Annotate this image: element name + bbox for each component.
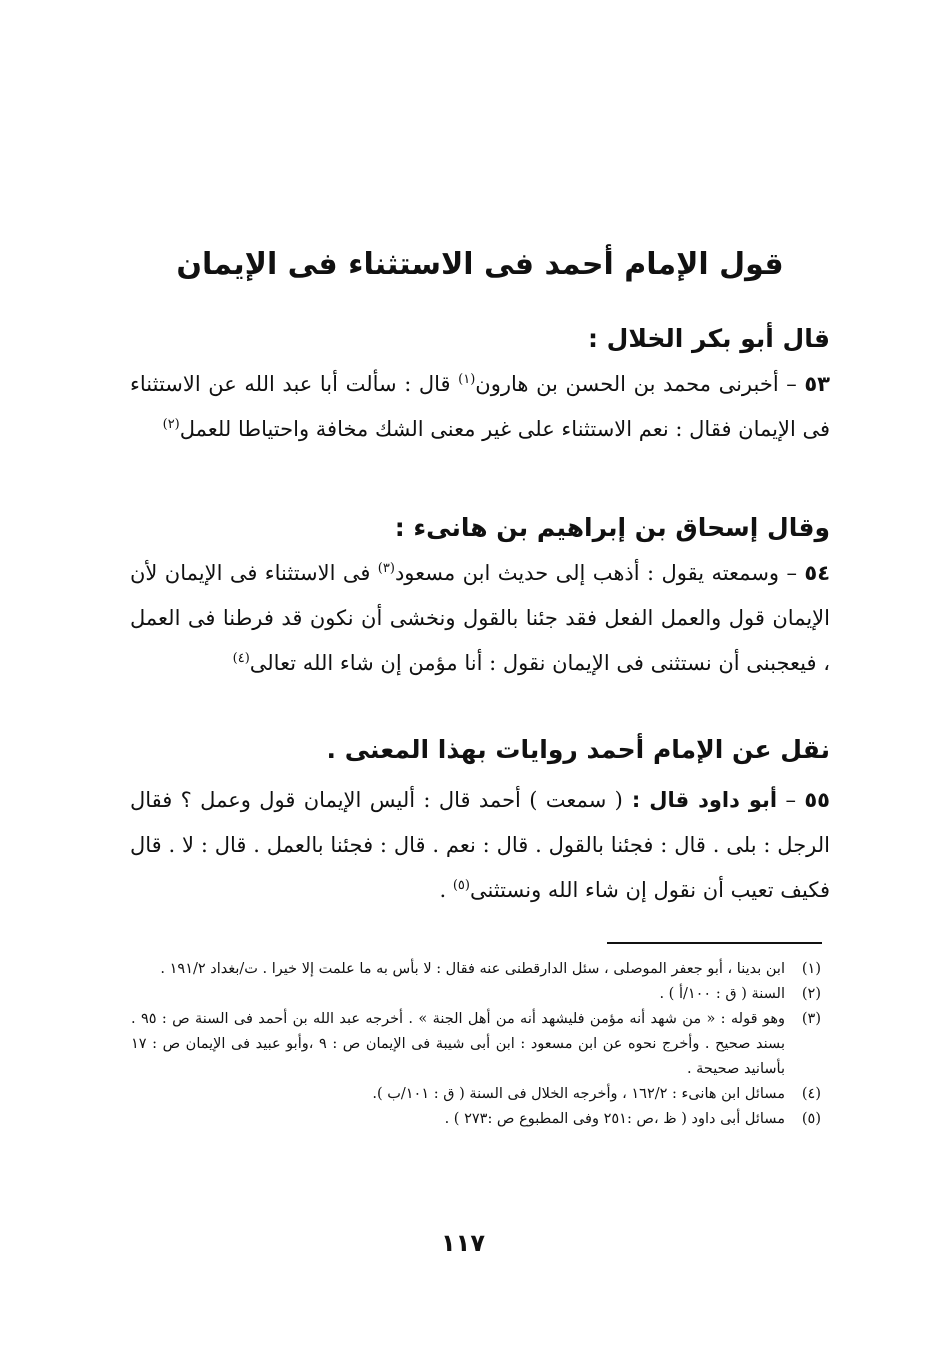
paragraph-number: ٥٥ bbox=[804, 788, 830, 812]
narrator-lead: أبو داود قال : bbox=[622, 788, 778, 812]
footnote-text: السنة ( ق : ١٠٠/أ ) . bbox=[659, 986, 785, 1002]
footnote-label: (٤) bbox=[801, 1086, 821, 1102]
footnote-ref[interactable]: (٥) bbox=[452, 878, 470, 893]
footnote-label: (٢) bbox=[801, 986, 821, 1002]
paragraph-number: ٥٤ bbox=[804, 561, 831, 585]
section-heading-ishaq: وقال إسحاق بن إبراهيم بن هانىء : bbox=[394, 513, 830, 542]
footnote-label: (٣) bbox=[801, 1011, 821, 1027]
footnote-divider bbox=[607, 942, 822, 944]
section-heading-khallal: قال أبو بكر الخلال : bbox=[587, 324, 830, 353]
paragraph-text: فى الاستثناء فى الإيمان لأن الإيمان قول والعمل الفعل فقد جئنا بالقول ونخشى أن نكون قد فرطنا فى العمل ، فيعجبنى أن نستثنى فى الإيمان نقول : أنا مؤمن إن شاء الله تعالى bbox=[130, 561, 830, 675]
paragraph-54 bbox=[130, 551, 830, 686]
footnote-item bbox=[131, 957, 821, 982]
footnote-ref[interactable]: (١) bbox=[458, 372, 476, 387]
dash: – bbox=[778, 372, 805, 396]
page-number: ١١٧ bbox=[441, 1229, 485, 1257]
footnote-text: ابن بدينا ، أبو جعفر الموصلى ، سئل الدارقطنى عنه فقال : لا بأس به ما علمت إلا خيرا . ت/بغداد ١٩١/٢ . bbox=[160, 961, 785, 977]
section-heading-riwayat: نقل عن الإمام أحمد روايات بهذا المعنى . bbox=[326, 735, 830, 764]
footnote-ref[interactable]: (٤) bbox=[232, 651, 250, 666]
paragraph-number: ٥٣ bbox=[804, 372, 830, 396]
footnote-item bbox=[131, 982, 821, 1007]
paragraph-53 bbox=[130, 362, 830, 452]
dash: – bbox=[779, 561, 805, 585]
footnote-item bbox=[131, 1082, 821, 1107]
paragraph-text: وسمعته يقول : أذهب إلى حديث ابن مسعود bbox=[394, 561, 780, 585]
footnote-ref[interactable]: (٢) bbox=[162, 417, 180, 432]
paragraph-text: ( سمعت ) أحمد قال : أليس الإيمان قول وعمل ؟ فقال الرجل : بلى . قال : فجئنا بالقول . قال : نعم . قال : فجئنا بالعمل . قال : لا . قال فكيف تعيب أن نقول إن شاء الله ونستثنى bbox=[130, 788, 830, 902]
paragraph-text: أخبرنى محمد بن الحسن بن هارون bbox=[475, 372, 779, 396]
footnote-text: مسائل أبى داود ( ظ ،ص :٢٥١ وفى المطبوع ص :٢٧٣ ) . bbox=[444, 1111, 785, 1127]
footnotes bbox=[131, 957, 821, 1132]
footnote-item bbox=[131, 1107, 821, 1132]
chapter-title: قول الإمام أحمد فى الاستثناء فى الإيمان bbox=[176, 247, 784, 282]
footnote-label: (٥) bbox=[801, 1111, 821, 1127]
paragraph-text: قال : سألت أبا عبد الله عن الاستثناء فى الإيمان فقال : نعم الاستثناء على غير معنى الشك مخافة واحتياطا للعمل bbox=[130, 372, 830, 441]
footnote-item bbox=[131, 1007, 821, 1082]
footnote-ref[interactable]: (٣) bbox=[377, 561, 395, 576]
footnote-text: وهو قوله : « من شهد أنه مؤمن فليشهد أنه من أهل الجنة » . أخرجه عبد الله بن أحمد فى السنة ص : ٩٥ . بسند صحيح . وأخرج نحوه عن ابن مسعود : ابن أبى شيبة فى الإيمان ص : ٩ ،وأبو عبيد فى الإيمان ص : ١٧ بأسانيد صحيحة . bbox=[131, 1011, 786, 1077]
footnote-text: مسائل ابن هانىء : ١٦٢/٢ ، وأخرجه الخلال فى السنة ( ق : ١٠١/ب ). bbox=[372, 1086, 785, 1102]
dash: – bbox=[777, 788, 805, 812]
footnote-label: (١) bbox=[801, 961, 821, 977]
paragraph-text: . bbox=[439, 878, 453, 902]
paragraph-55 bbox=[130, 778, 830, 913]
